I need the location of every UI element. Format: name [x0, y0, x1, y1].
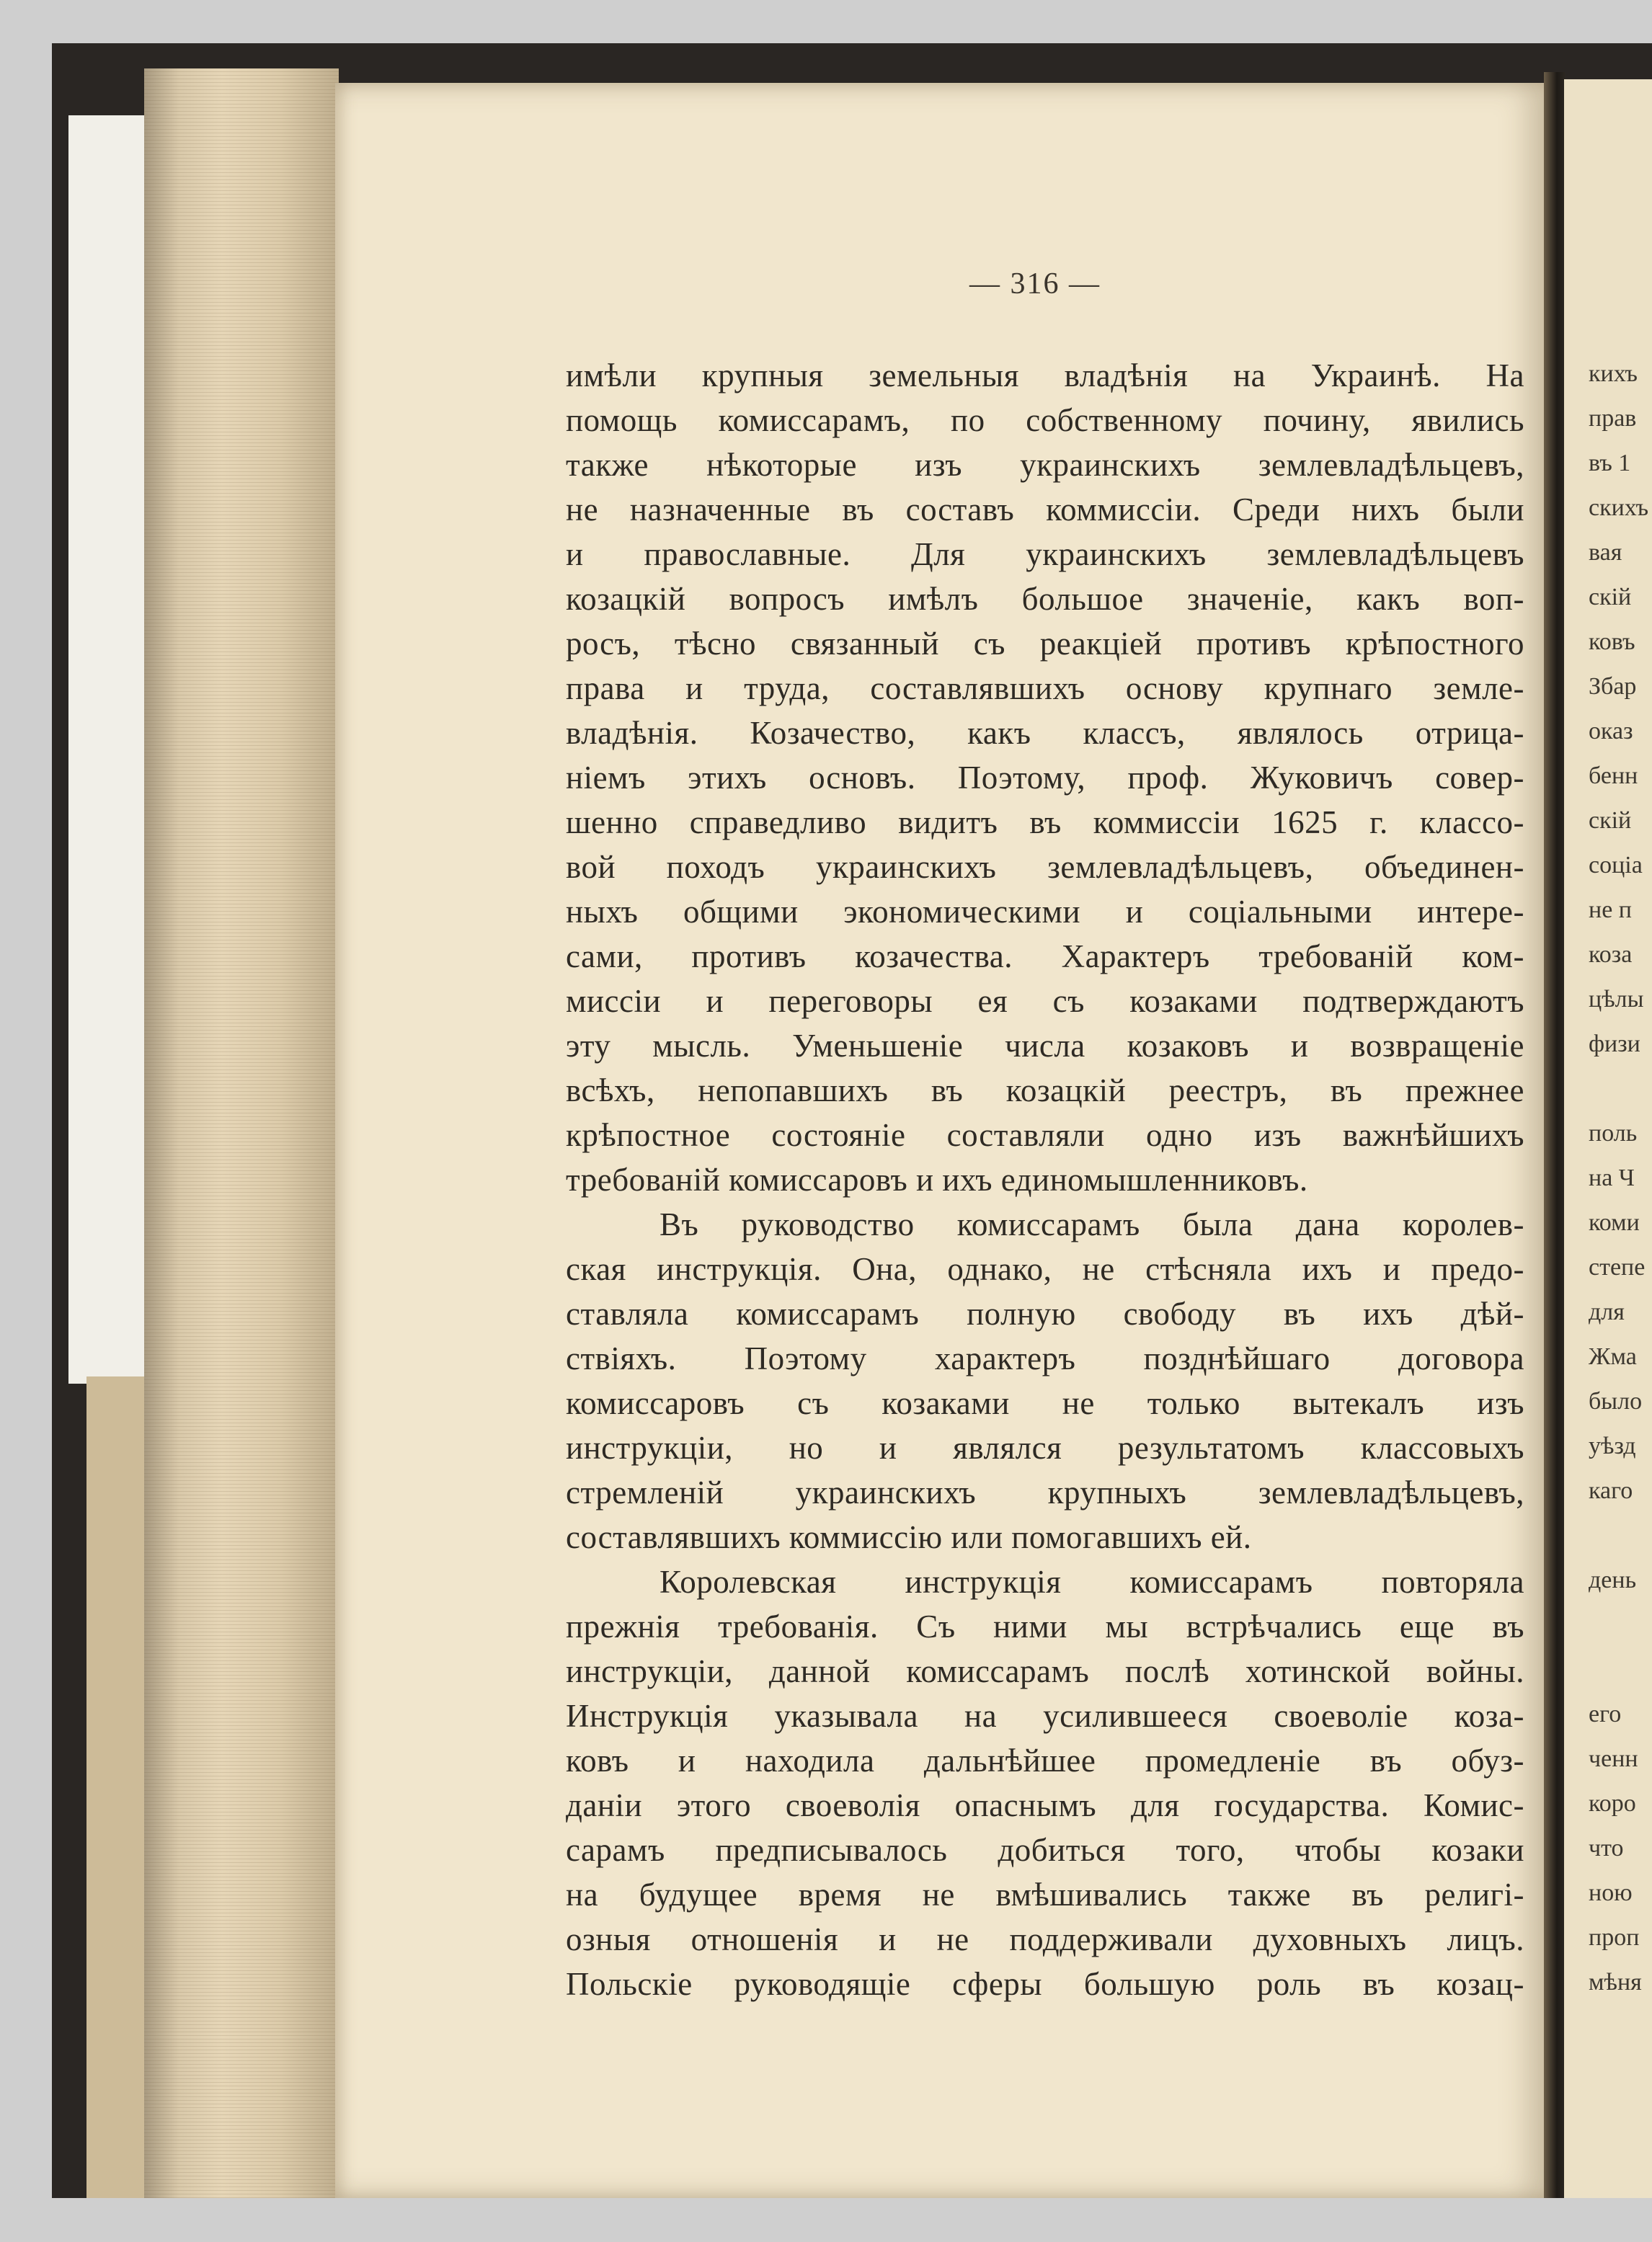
text-line: ская инструкція. Она, однако, не стѣсняла ихъ и предо-: [566, 1251, 1524, 1287]
text-line: Инструкція указывала на усилившееся своеволіе коза-: [566, 1698, 1524, 1734]
text-line: комиссаровъ съ козаками не только вытекалъ изъ: [566, 1385, 1524, 1421]
text-line: имѣли крупныя земельныя владѣнія на Украинѣ. На: [566, 357, 1524, 393]
next-page-line-fragment: коза: [1589, 941, 1633, 968]
text-line: сарамъ предписывалось добиться того, чтобы козаки: [566, 1832, 1524, 1868]
text-line: сами, противъ козачества. Характеръ требованій ком-: [566, 938, 1524, 974]
next-page-fragment: [1564, 79, 1652, 2198]
next-page-line-fragment: степе: [1589, 1254, 1646, 1281]
next-page-line-fragment: вая: [1589, 539, 1622, 566]
book-gutter: [1544, 72, 1566, 2198]
next-page-line-fragment: коро: [1589, 1790, 1636, 1817]
next-page-line-fragment: соціа: [1589, 852, 1643, 878]
next-page-line-fragment: было: [1589, 1388, 1643, 1415]
next-page-line-fragment: каго: [1589, 1477, 1633, 1504]
text-line: также нѣкоторые изъ украинскихъ землевладѣльцевъ,: [566, 447, 1524, 483]
next-page-line-fragment: ковъ: [1589, 628, 1635, 655]
text-line: Польскіе руководящіе сферы большую роль въ козац-: [566, 1966, 1524, 2002]
text-line: и православные. Для украинскихъ землевладѣльцевъ: [566, 536, 1524, 572]
book-page-edges: [144, 68, 339, 2198]
next-page-line-fragment: поль: [1589, 1120, 1638, 1147]
text-line: помощь комиссарамъ, по собственному почину, явились: [566, 402, 1524, 438]
next-page-line-fragment: прав: [1589, 405, 1637, 432]
next-page-line-fragment: не п: [1589, 897, 1632, 923]
text-line: даніи этого своеволія опаснымъ для государства. Комис-: [566, 1787, 1524, 1823]
next-page-line-fragment: скихъ: [1589, 494, 1649, 521]
next-page-line-fragment: скій: [1589, 807, 1632, 834]
next-page-line-fragment: ною: [1589, 1880, 1633, 1906]
next-page-line-fragment: уѣзд: [1589, 1433, 1636, 1459]
text-line: Въ руководство комиссарамъ была дана королев-: [660, 1206, 1524, 1242]
next-page-line-fragment: коми: [1589, 1209, 1640, 1236]
text-line: ніемъ этихъ основъ. Поэтому, проф. Жуковичъ совер-: [566, 760, 1524, 796]
next-page-line-fragment: проп: [1589, 1924, 1640, 1951]
text-line: стремленій украинскихъ крупныхъ землевладѣльцевъ,: [566, 1474, 1524, 1511]
text-line: ставляла комиссарамъ полную свободу въ ихъ дѣй-: [566, 1296, 1524, 1332]
next-page-line-fragment: кихъ: [1589, 360, 1638, 387]
next-page-line-fragment: въ 1: [1589, 450, 1631, 476]
next-page-line-fragment: физи: [1589, 1031, 1640, 1057]
text-line: требованій комиссаровъ и ихъ единомышленниковъ.: [566, 1162, 1308, 1198]
page-number: — 316 —: [969, 267, 1101, 301]
text-line: ковъ и находила дальнѣйшее промедленіе въ обуз-: [566, 1743, 1524, 1779]
next-page-line-fragment: для: [1589, 1299, 1625, 1325]
next-page-line-fragment: скій: [1589, 584, 1632, 610]
left-margin-sheet: [68, 115, 148, 1384]
text-line: росъ, тѣсно связанный съ реакціей противъ крѣпостного: [566, 626, 1524, 662]
next-page-line-fragment: что: [1589, 1835, 1624, 1861]
text-line: всѣхъ, непопавшихъ въ козацкій реестръ, въ прежнее: [566, 1072, 1524, 1108]
text-line: вой походъ украинскихъ землевладѣльцевъ, объединен-: [566, 849, 1524, 885]
text-line: крѣпостное состояніе составляли одно изъ важнѣйшихъ: [566, 1117, 1524, 1153]
text-line: прежнія требованія. Съ ними мы встрѣчались еще въ: [566, 1609, 1524, 1645]
text-line: на будущее время не вмѣшивались также въ религі-: [566, 1877, 1524, 1913]
text-line: козацкій вопросъ имѣлъ большое значеніе, какъ воп-: [566, 581, 1524, 617]
next-page-line-fragment: день: [1589, 1567, 1637, 1593]
next-page-line-fragment: цѣлы: [1589, 986, 1644, 1013]
text-line: Королевская инструкція комиссарамъ повторяла: [660, 1564, 1524, 1600]
text-line: не назначенные въ составъ коммиссіи. Среди нихъ были: [566, 491, 1524, 528]
text-line: инструкціи, данной комиссарамъ послѣ хотинской войны.: [566, 1653, 1524, 1689]
next-page-line-fragment: на Ч: [1589, 1165, 1635, 1191]
next-page-line-fragment: его: [1589, 1701, 1622, 1727]
text-line: эту мысль. Уменьшеніе числа козаковъ и возвращеніе: [566, 1028, 1524, 1064]
text-line: ствіяхъ. Поэтому характеръ позднѣйшаго договора: [566, 1340, 1524, 1376]
text-line: миссіи и переговоры ея съ козаками подтверждаютъ: [566, 983, 1524, 1019]
text-line: составлявшихъ коммиссію или помогавшихъ ей.: [566, 1519, 1252, 1555]
next-page-line-fragment: оказ: [1589, 718, 1633, 744]
next-page-line-fragment: Жма: [1589, 1343, 1637, 1370]
text-line: права и труда, составлявшихъ основу крупнаго земле-: [566, 670, 1524, 706]
text-line: инструкціи, но и являлся результатомъ классовыхъ: [566, 1430, 1524, 1466]
text-line: озныя отношенія и не поддерживали духовныхъ лицъ.: [566, 1921, 1524, 1957]
text-line: владѣнія. Козачество, какъ классъ, являлось отрица-: [566, 715, 1524, 751]
next-page-line-fragment: ченн: [1589, 1745, 1638, 1772]
text-line: шенно справедливо видитъ въ коммиссіи 1625 г. классо-: [566, 804, 1524, 840]
next-page-line-fragment: мѣня: [1589, 1969, 1642, 1996]
next-page-line-fragment: Збар: [1589, 673, 1637, 700]
left-cover-strip: [86, 1376, 144, 2198]
text-line: ныхъ общими экономическими и соціальными интере-: [566, 894, 1524, 930]
next-page-line-fragment: бенн: [1589, 762, 1638, 789]
body-text: [566, 353, 1524, 2006]
